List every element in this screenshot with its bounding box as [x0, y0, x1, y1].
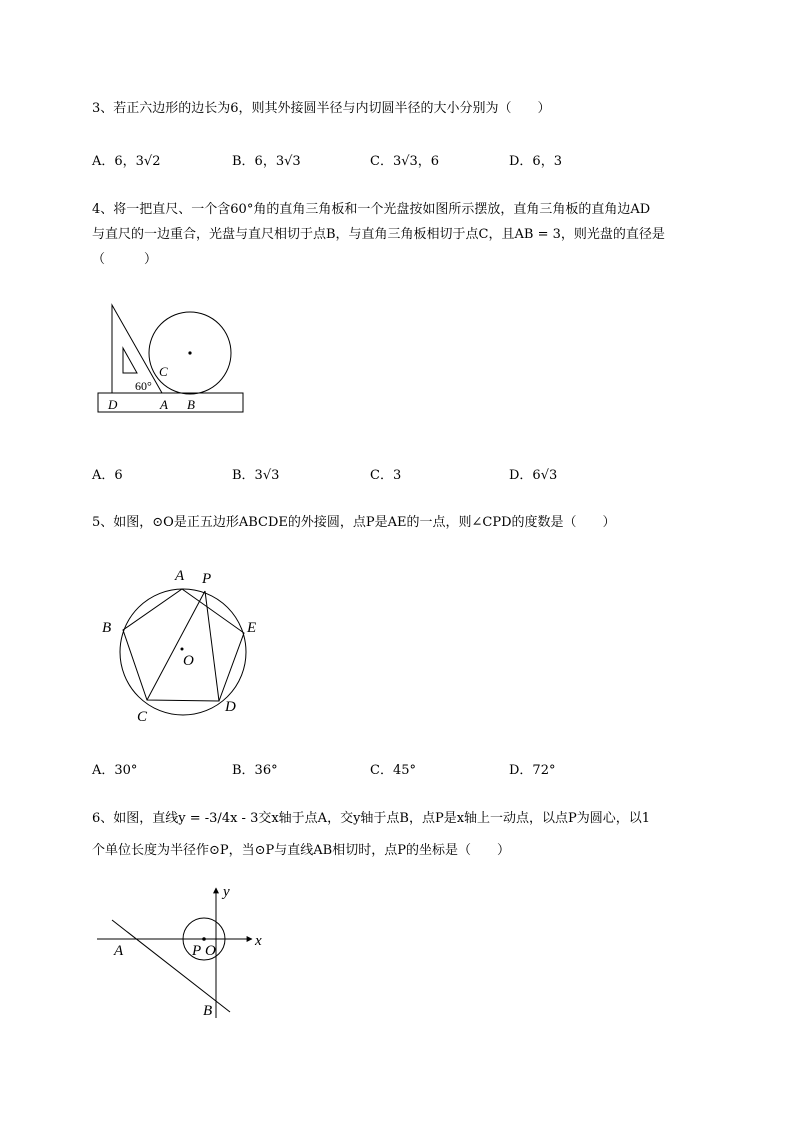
q6-label-x: x	[255, 933, 262, 949]
q3-option-d[interactable]: D．6，3	[509, 154, 562, 169]
q4-label-c: C	[159, 364, 168, 379]
question-4-stem-line-1: 4、将一把直尺、一个含60°角的直角三角板和一个光盘按如图所示摆放，直角三角板的直角边AD	[92, 202, 651, 217]
q4-option-c[interactable]: C．3	[370, 468, 402, 483]
q5-label-d: D	[225, 699, 236, 715]
q4-label-d: D	[108, 397, 118, 412]
q6-label-o: O	[205, 943, 216, 959]
q4-label-a: A	[160, 397, 168, 412]
q5-figure-pentagon-circle	[95, 560, 270, 730]
q5-label-o: O	[183, 653, 194, 669]
q5-option-a[interactable]: A．30°	[92, 763, 138, 778]
q6-label-b: B	[203, 1003, 213, 1019]
q5-label-b: B	[102, 620, 112, 636]
q4-label-b: B	[187, 397, 195, 412]
question-6-stem-line-1: 6、如图，直线y = -3/4x - 3交x轴于点A，交y轴于点B，点P是x轴上一动点，以点P为圆心，以1	[92, 811, 651, 826]
q4-label-angle: 60°	[135, 379, 152, 393]
question-4-stem-line-2: 与直尺的一边重合，光盘与直尺相切于点B，与直角三角板相切于点C，且AB = 3，则光盘的直径是	[92, 227, 665, 242]
question-3-stem: 3、若正六边形的边长为6，则其外接圆半径与内切圆半径的大小分别为（ ）	[92, 101, 551, 116]
q5-option-b[interactable]: B．36°	[232, 763, 278, 778]
q5-option-d[interactable]: D．72°	[509, 763, 556, 778]
q6-label-y: y	[223, 884, 230, 900]
q6-label-p: P	[192, 943, 202, 959]
q5-label-c: C	[137, 709, 148, 725]
q5-label-e: E	[247, 620, 257, 636]
q5-option-c[interactable]: C．45°	[370, 763, 416, 778]
q4-option-a[interactable]: A．6	[92, 468, 123, 483]
q3-option-b[interactable]: B．6，3√3	[232, 154, 301, 169]
question-5-stem: 5、如图，⊙O是正五边形ABCDE的外接圆，点P是AE的一点，则∠CPD的度数是（ ）	[92, 515, 616, 530]
question-6-stem-line-2: 个单位长度为半径作⊙P，当⊙P与直线AB相切时，点P的坐标是（ ）	[92, 843, 510, 858]
q5-label-p: P	[202, 571, 212, 587]
q6-figure-line-circle-axes	[92, 880, 277, 1025]
q5-label-a: A	[175, 568, 185, 584]
question-4-stem-line-3: （ ）	[92, 252, 158, 267]
q4-option-b[interactable]: B．3√3	[232, 468, 280, 483]
q4-figure-ruler-triangle-disc	[92, 295, 252, 420]
q6-label-a: A	[114, 943, 124, 959]
q3-option-a[interactable]: A．6，3√2	[92, 154, 161, 169]
q4-option-d[interactable]: D．6√3	[509, 468, 558, 483]
q3-option-c[interactable]: C．3√3，6	[370, 154, 440, 169]
